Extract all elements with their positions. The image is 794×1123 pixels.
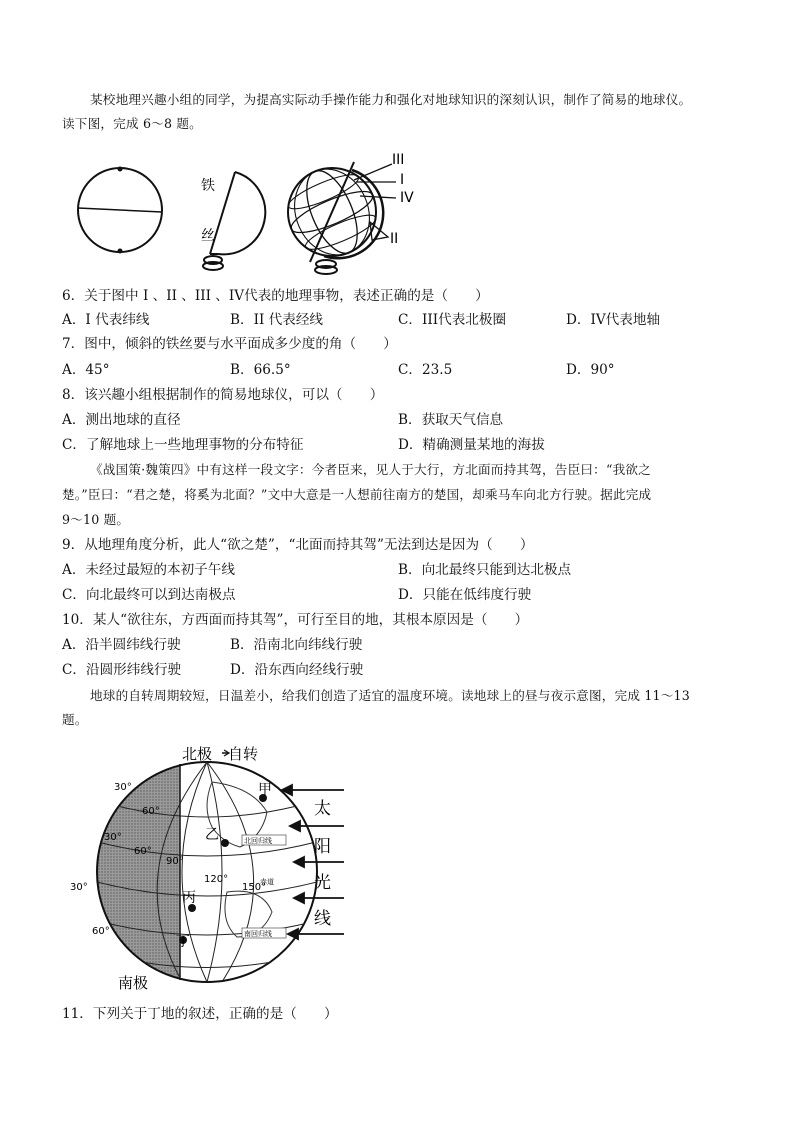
label-sunlight-4: 线	[314, 909, 331, 929]
question-9-option-b[interactable]: B．向北最终只能到达北极点	[398, 562, 572, 578]
question-6-option-d[interactable]: D．IV代表地轴	[566, 312, 661, 328]
intro-paragraph-2-line-2: 楚。”臣曰：“君之楚，将奚为北面？”文中大意是一人想前往南方的楚国，却乘马车向北方行驶。据此完成	[62, 487, 652, 502]
question-6-option-b[interactable]: B．II 代表经线	[230, 312, 324, 328]
question-10-option-c[interactable]: C．沿圆形纬线行驶	[62, 662, 182, 678]
label-lat-60-mid: 60°	[134, 846, 152, 857]
label-roman-I: I	[400, 172, 405, 188]
question-9-option-d[interactable]: D．只能在低纬度行驶	[398, 587, 532, 603]
label-lat-30-mid: 30°	[104, 832, 122, 843]
label-lat-60-upper: 60°	[142, 806, 160, 817]
half-circle-frame	[218, 172, 265, 254]
label-roman-IV: IV	[400, 190, 414, 206]
question-6-option-a[interactable]: A．I 代表纬线	[62, 312, 150, 328]
label-bing: 丙	[182, 890, 196, 906]
label-lon-150: 150°	[242, 882, 267, 893]
label-roman-II: II	[390, 231, 399, 247]
intro-paragraph-2-line-3: 9～10 题。	[62, 512, 130, 527]
label-sunlight-3: 光	[314, 873, 331, 893]
day-night-globe-figure	[62, 742, 352, 998]
question-10-option-d[interactable]: D．沿东西向经线行驶	[230, 662, 364, 678]
intro-paragraph-3-line-2: 题。	[62, 712, 88, 727]
intro-paragraph-1-line-1: 某校地理兴趣小组的同学，为提高实际动手操作能力和强化对地球知识的深刻认识，制作了简易的地球仪。	[90, 92, 692, 107]
question-7-option-c[interactable]: C．23.5	[398, 362, 453, 378]
question-7-option-b[interactable]: B．66.5°	[230, 362, 291, 378]
label-north-pole: 北极	[182, 745, 213, 763]
label-jia: 甲	[258, 782, 272, 798]
label-rotation: 自转	[228, 745, 259, 763]
label-lat-30-lower: 30°	[70, 882, 88, 893]
question-10-option-b[interactable]: B．沿南北向纬线行驶	[230, 637, 363, 653]
question-6-option-c[interactable]: C．III代表北极圈	[398, 312, 507, 328]
point-yi	[221, 839, 229, 847]
label-yi: 乙	[205, 827, 219, 843]
globe-construction-figure	[70, 142, 430, 278]
question-7-stem: 7．图中，倾斜的铁丝要与水平面成多少度的角（ ）	[62, 336, 397, 352]
question-9-option-a[interactable]: A．未经过最短的本初子午线	[62, 562, 235, 578]
question-8-option-d[interactable]: D．精确测量某地的海拔	[398, 437, 545, 453]
question-9-option-c[interactable]: C．向北最终可以到达南极点	[62, 587, 236, 603]
label-tropic-of-cancer: 北回归线	[244, 837, 272, 845]
label-lat-30-upper: 30°	[114, 782, 132, 793]
label-sunlight-1: 太	[314, 799, 331, 819]
question-8-stem: 8．该兴趣小组根据制作的简易地球仪，可以（ ）	[62, 387, 384, 403]
circle-diameter	[78, 208, 162, 212]
question-7-option-d[interactable]: D．90°	[566, 362, 615, 378]
question-10-option-a[interactable]: A．沿半圆纬线行驶	[62, 637, 181, 653]
label-ding: 丁	[176, 934, 190, 950]
question-8-option-b[interactable]: B．获取天气信息	[398, 412, 504, 428]
intro-paragraph-1-line-2: 读下图，完成 6～8 题。	[62, 116, 202, 131]
question-6-stem: 6．关于图中 I 、II 、III 、IV代表的地理事物，表述正确的是（ ）	[62, 288, 489, 304]
question-11-stem: 11．下列关于丁地的叙述，正确的是（ ）	[62, 1006, 338, 1022]
question-7-option-a[interactable]: A．45°	[62, 362, 110, 378]
label-lon-90: 90°	[166, 856, 184, 867]
night-side-shading	[92, 760, 180, 986]
label-roman-III: III	[392, 152, 405, 168]
question-8-option-c[interactable]: C．了解地球上一些地理事物的分布特征	[62, 437, 304, 453]
label-lat-60-lower: 60°	[92, 926, 110, 937]
question-8-option-a[interactable]: A．测出地球的直径	[62, 412, 181, 428]
question-10-stem: 10．某人“欲往东，方西面而持其驾”，可行至目的地，其根本原因是（ ）	[62, 612, 529, 628]
label-lon-120: 120°	[204, 874, 229, 885]
label-tropic-of-capricorn: 南回归线	[244, 930, 272, 938]
intro-paragraph-3-line-1: 地球的自转周期较短，日温差小，给我们创造了适宜的温度环境。读地球上的昼与夜示意图，完成 11～13	[90, 688, 690, 703]
wire-label-2: 丝	[201, 228, 215, 244]
intro-paragraph-2-line-1: 《战国策·魏策四》中有这样一段文字：今者臣来，见人于大行，方北面而持其驾，告臣曰：“我欲之	[90, 462, 651, 477]
label-equator: 赤道	[260, 878, 274, 886]
label-south-pole: 南极	[118, 974, 149, 992]
wire-label-1: 铁	[201, 178, 215, 194]
label-sunlight-2: 阳	[314, 837, 331, 857]
question-9-stem: 9．从地理角度分析，此人“欲之楚”，“北面而持其驾”无法到达是因为（ ）	[62, 537, 534, 553]
